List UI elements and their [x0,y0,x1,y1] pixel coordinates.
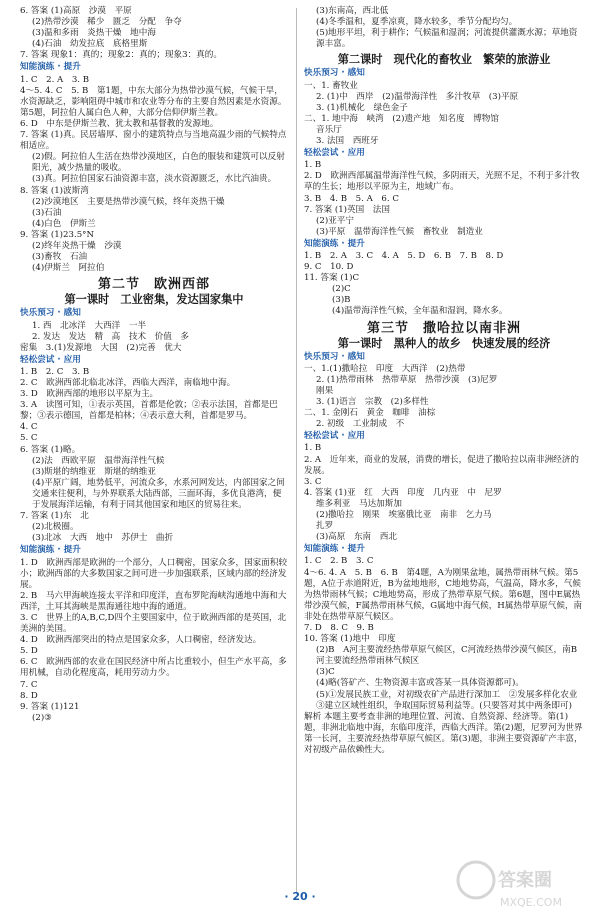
answer-line: 9. C 10. D [304,262,354,273]
answer-line: 2. D 欧洲西部属温带海洋性气候，多阴雨天，光照不足，不利于多汁牧草的生长；地形以平原为主，地域广布。 [304,171,580,193]
answer-line: (4)温带海洋性气候，全年温和湿润，降水多。 [332,306,508,317]
answer-line: 1. B [304,160,322,171]
answer-line: 3. C 世界上的A,B,C,D四个主要国家中，位于欧洲西部的是英国，北美洲的美国。 [20,612,287,635]
answer-line: 维多利亚 马达加斯加 [316,498,402,509]
answer-line: 3. (1)语言 宗教 (2)多样性 [316,397,429,408]
answer-line: 7. 答案 (1)英国 法国 [304,204,390,215]
section-label: 轻松尝试 · 应用 [304,148,365,159]
answer-line: 2. A 近年来，商业的发展，消费的增长，促进了撒哈拉以南非洲经济的发展。 [304,454,579,476]
answer-line: 7. D 8. C 9. B [304,622,374,633]
answer-line: (2)假。阿拉伯人生活在热带沙漠地区，白色的服装和建筑可以反射阳光，减少热量的吸收。 [32,152,285,174]
answer-line: 6. 答案 (1)略。 [20,444,81,455]
answer-line: 11. 答案 (1)C [304,273,360,284]
answer-line: 1. 西 北冰洋 大西洋 一半 [32,320,147,331]
answer-line: 4～6. 4. A 5. B 6. B 第4题，A为刚果盆地，属热带雨林气候。第5题，A位于赤道附近，B为盆地地形，C地地势高，气温高，降水多，气候为热带雨林气候；C地地势高，形成了热带草原气候。第6题，图中E属热带沙漠气候，F属热带雨林气候，G属地中海气候，H属热带草原气候，南非处在热带草原气候区。 [304,567,583,622]
left-column [20,6,288,724]
svg-text:答案圈: 答案圈 [498,870,552,891]
answer-line: 一、1.(1)撒哈拉 印度 大西洋 (2)热带 [304,363,466,374]
lesson-title: 第一课时 黑种人的故乡 快速发展的经济 [337,336,551,350]
answer-line: 6. 答案 (1)高原 沙漠 平原 [20,6,132,16]
section-label: 知能演练 · 提升 [304,238,365,249]
answer-line: 3. A 读图可知，①表示英国，首都是伦敦；②表示法国，首都是巴黎；③表示德国，首都是柏林；④表示意大利，首都是罗马。 [20,400,278,422]
answer-line: (2)亚平宁 [316,215,354,226]
answer-line: (5)①发展民族工业，对初级农矿产品进行深加工 ②发展多样化农业 ③建立区域性组织，争取国际贸易利益等。(只要答对其中两条即可) [316,689,587,711]
answer-line: (2)北极圈。 [32,522,79,533]
answer-line: 3. 法国 西班牙 [316,136,379,147]
answer-line: 扎罗 [316,521,334,532]
answer-line: 2. B 马六甲海峡连接太平洋和印度洋，直布罗陀海峡沟通地中海和大西洋，土耳其海峡是黑海通往地中海的通道。 [20,590,287,612]
answer-line: 1. B [304,443,322,454]
answer-line: 4. D 欧洲西部突出的特点是国家众多，人口稠密，经济发达。 [20,635,262,646]
answer-line: 1. B 2. A 3. C 4. A 5. D 6. B 7. B 8. D [304,250,504,261]
answer-line: (4)石油 幼发拉底 底格里斯 [32,39,148,50]
answer-line: (4)平原广阔，地势低平，河流众多，水系河网发达，内部国家之间交通来往便利，与外界联系大陆西部，三面环海，多优良港湾，便于发展海洋运输，有利于同其他国家和地区的贸易往来。 [32,477,285,511]
answer-line: (2)③ [32,712,52,723]
section-title: 第三节 撒哈拉以南非洲 [366,320,521,336]
answer-line: 6. C 欧洲西部的农业在国民经济中所占比重较小，但生产水平高，多用机械，自动化程度高，耗用劳动力少。 [20,657,287,679]
answer-line: 8. D [20,690,38,701]
answer-line: 7. C [20,679,38,690]
answer-line: 密集 3.(1)发源地 大国 (2)完善 优大 [20,342,182,353]
answer-line: 10. 答案 (1)地中 印度 [304,634,396,645]
section-label: 轻松尝试 · 应用 [20,354,81,365]
answer-line: (3)畜牧 石油 [32,252,88,263]
answer-line: 二、1. 地中海 峡湾 (2)遗产地 知名度 博物馆 [304,113,499,124]
answer-line: 3. B 4. B 5. A 6. C [304,193,399,204]
answer-line: (3)斯堪的纳维亚 斯堪的纳维亚 [32,466,156,477]
answer-line: (3)石油 [32,207,62,218]
answer-line: (5)地形平坦，利于耕作；气候温和湿润；河流提供灌溉水源；草地资源丰富。 [316,28,578,50]
section-label: 快乐预习 · 感知 [20,308,81,319]
right-column [304,6,587,756]
section-label: 知能演练 · 提升 [20,545,81,556]
answer-line: (2)B A河主要流经热带草原气候区，C河流经热带沙漠气候区，南B河主要流经热带雨林气候区 [316,645,578,667]
answer-line: (2)撒哈拉 刚果 埃塞俄比亚 南非 乞力马 [316,510,492,521]
answer-line: (4)白色 伊斯兰 [32,218,96,229]
answer-line: 二、1. 金刚石 黄金 咖啡 油棕 [304,408,436,419]
page-number: · 20 · [284,890,316,903]
answer-line: (2)热带沙漠 稀少 匮乏 分配 争夺 [32,17,182,28]
answer-line: 1. B 2. C 3. B [20,366,90,377]
answer-line: 2. 发达 发达 精 高 技术 价值 多 [32,331,190,342]
answer-line: 1. C 2. A 3. B [20,74,90,85]
answer-line: (4)伊斯兰 阿拉伯 [32,263,105,274]
answer-line: 9. 答案 (1)121 [20,701,80,712]
section-label: 快乐预习 · 感知 [304,68,365,79]
answer-line: 7. 答案 现象1：真的；现象2：真的；现象3：真的。 [20,50,222,61]
answer-line: 3. C [304,476,322,487]
answer-line: (3)高原 东南 西北 [316,532,397,543]
answer-line: (4)冬季温和，夏季凉爽，降水较多，季节分配均匀。 [316,17,518,28]
answer-line: 一、1. 畜牧业 [304,80,358,91]
lesson-title: 第一课时 工业密集，发达国家集中 [64,293,244,307]
column-divider [296,8,297,893]
answer-line: 2. (1)中 西岸 (2)温带海洋性 多汁牧草 (3)平原 [316,91,519,102]
answer-line: 7. 答案 (1)东 北 [20,511,89,522]
answer-line: (2)终年炎热干燥 沙漠 [32,240,122,251]
answer-line: (3)北冰 大西 地中 苏伊士 曲折 [32,533,174,544]
answer-line: 3. (1)机械化 绿色金子 [316,102,408,113]
answer-line: 1. C 2. B 3. C [304,556,374,567]
answer-line: 6. D 中东是伊斯兰教、犹太教和基督教的发源地。 [20,118,219,129]
answer-line: (4)略(答矿产、生物资源丰富或答某一具体资源都可)。 [316,678,524,689]
answer-line: (3)B [332,295,351,306]
answer-line: 4. 答案 (1)亚 红 大西 印度 几内亚 中 尼罗 [304,487,502,498]
answer-line: (2)法 西欧平原 温带海洋性气候 [32,455,165,466]
answer-line: (3)真。阿拉伯国家石油资源丰富，淡水资源匮乏，水比汽油贵。 [32,174,277,185]
answer-line: 5. D [20,646,38,657]
answer-line: (3)温和多雨 炎热干燥 地中海 [32,28,156,39]
answer-line: (2)C [332,284,351,295]
answer-line: 解析 本题主要考查非洲的地理位置、河流、自然资源、经济等。第(1)题，非洲北临地中海，东临印度洋，西临大西洋。第(2)题，尼罗河为世界第一长河，主要流经热带草原气候区。第(3)题，非洲主要资源矿产丰富，对初级产品依赖性大。 [304,711,583,755]
answer-line: 4～5. 4. C 5. B 第1题，中东大部分为热带沙漠气候，气候干旱，水资源缺乏，影响阻碍中城市和农业等分布的主要自然因素是水资源。第5题，阿拉伯人属白色人种，大部分信仰伊斯兰教。 [20,85,287,118]
answer-line: (3)东南高，西北低 [316,6,389,16]
section-label: 轻松尝试 · 应用 [304,431,365,442]
answer-line: 4. C [20,422,38,433]
answer-line: 音乐厅 [316,124,342,135]
svg-text:MXQE.COM: MXQE.COM [500,896,562,909]
answer-line: 3. D 欧洲西部的地形以平原为主。 [20,389,159,400]
answer-line: 7. 答案 (1)真。民居墙厚、窗小的建筑特点与当地高温少雨的气候特点相适应。 [20,130,287,152]
answer-line: 2. 初级 工业制成 不 [316,419,405,430]
answer-line: (3)平原 温带海洋性气候 畜牧业 制造业 [316,226,483,237]
lesson-title: 第二课时 现代化的畜牧业 繁荣的旅游业 [337,53,551,67]
answer-line: 2. C 欧洲西部北临北冰洋，西临大西洋，南临地中海。 [20,378,236,388]
watermark-logo [454,858,594,914]
answer-line: 8. 答案 (1)波斯湾 [20,185,89,196]
answer-line: 刚果 [316,386,334,396]
answer-line: (3)C [316,667,335,678]
answer-line: 9. 答案 (1)23.5°N [20,229,94,240]
section-label: 快乐预习 · 感知 [304,351,365,362]
section-label: 知能演练 · 提升 [20,62,81,73]
section-title: 第二节 欧洲西部 [97,277,210,293]
answer-line: 5. C [20,433,38,444]
answer-line: (2)沙漠地区 主要是热带沙漠气候，终年炎热干燥 [32,196,225,207]
section-label: 知能演练 · 提升 [304,544,365,555]
answer-line: 1. D 欧洲西部是欧洲的一个部分，人口稠密，国家众多，国家面积较小；欧洲西部的大多数国家之间可进一步加强联系，区域内部的经济发展。 [20,557,288,590]
answer-line: 2. (1)热带雨林 热带草原 热带沙漠 (3)尼罗 [316,374,498,385]
